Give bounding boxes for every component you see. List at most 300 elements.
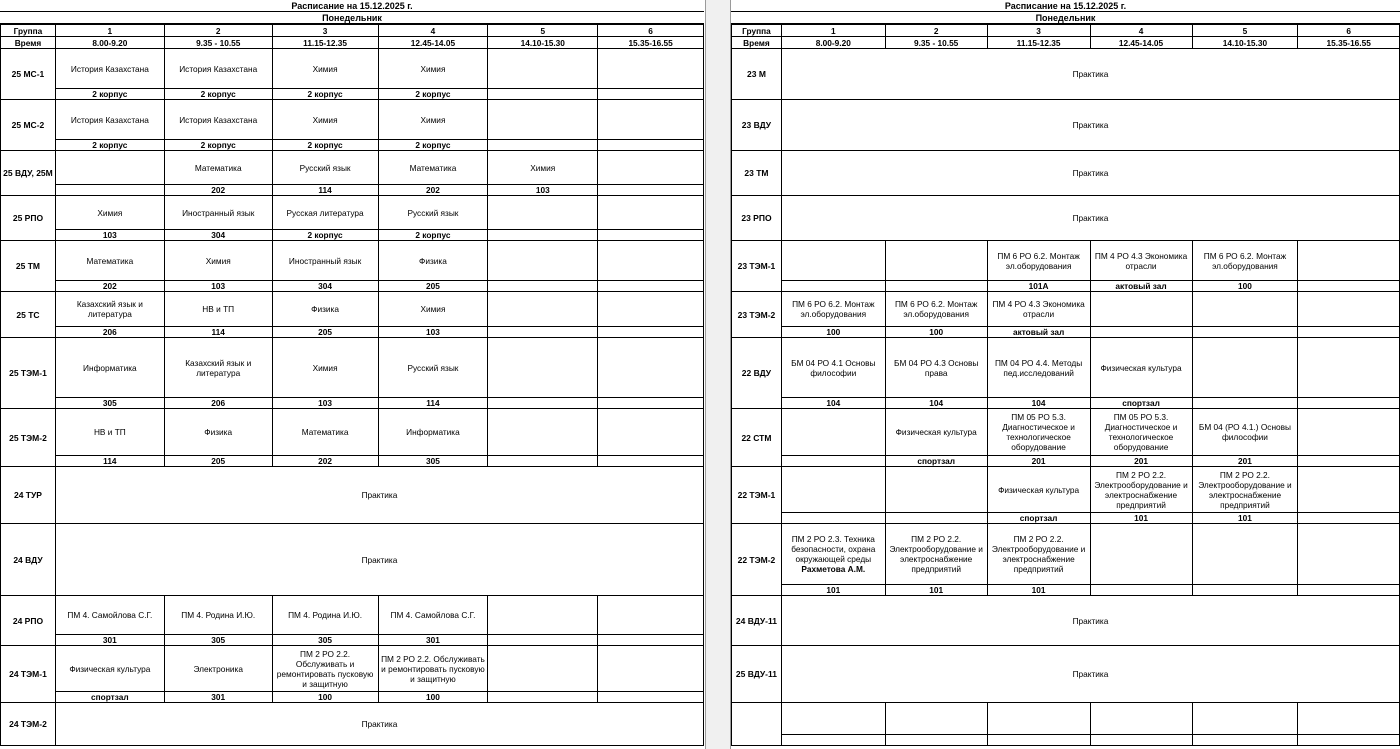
group-row	[732, 151, 1400, 185]
group-row	[1, 596, 704, 635]
room-cell: 103	[378, 327, 488, 338]
subject-text: БМ 04 (РО 4.1.) Основы философии	[1198, 422, 1292, 442]
lesson-cell	[488, 292, 598, 327]
group-row	[732, 596, 1400, 635]
group-name: 25 ВДУ-11	[732, 646, 782, 703]
subject-text: ПМ 4. Родина И.Ю.	[181, 610, 256, 620]
room-cell	[1298, 513, 1400, 524]
room-cell	[488, 140, 598, 151]
room-cell: 114	[164, 327, 272, 338]
room-cell	[1090, 585, 1192, 596]
room-cell: 201	[1090, 456, 1192, 467]
pair-time: 8.00-9.20	[55, 37, 164, 49]
subject-text: ПМ 4 РО 4.3 Экономика отрасли	[1094, 250, 1188, 271]
lesson-cell	[55, 646, 164, 692]
room-cell: 2 корпус	[55, 140, 164, 151]
room-row	[732, 735, 1400, 746]
group-row	[1, 338, 704, 398]
room-cell	[488, 398, 598, 409]
sheet-divider	[705, 0, 731, 749]
lesson-cell	[781, 524, 885, 585]
lesson-cell	[164, 196, 272, 230]
subject-text: ПМ 05 РО 5.3. Диагностическое и технологическое оборудование	[1104, 412, 1178, 452]
lesson-cell	[598, 49, 704, 89]
subject-text: Физическая культура	[69, 663, 151, 674]
room-cell: 114	[378, 398, 488, 409]
lesson-cell	[1298, 703, 1400, 735]
group-name: 23 ТЭМ-1	[732, 241, 782, 292]
room-cell: 2 корпус	[164, 89, 272, 100]
lesson-cell	[598, 196, 704, 230]
lesson-cell	[987, 703, 1090, 735]
subject-text: История Казахстана	[70, 114, 149, 125]
group-row	[1, 524, 704, 585]
room-cell	[781, 513, 885, 524]
group-name: 22 ТЭМ-1	[732, 467, 782, 524]
lesson-cell	[598, 100, 704, 140]
lesson-cell	[55, 100, 164, 140]
subject-text: История Казахстана	[179, 63, 258, 74]
group-name: 25 МС-1	[1, 49, 56, 100]
pair-time: 15.35-16.55	[1298, 37, 1400, 49]
subject-text: История Казахстана	[70, 63, 149, 74]
subject-text: ПМ 6 РО 6.2. Монтаж эл.оборудования	[1203, 250, 1287, 271]
lesson-cell	[1298, 524, 1400, 585]
group-row	[1, 49, 704, 89]
practice-cell: Практика	[781, 196, 1399, 241]
room-cell: 301	[55, 635, 164, 646]
subject-text: Физическая культура	[998, 484, 1080, 495]
lesson-cell	[885, 292, 987, 327]
lesson-cell	[1192, 467, 1298, 513]
room-row	[732, 281, 1400, 292]
subject-text: Информатика	[406, 427, 460, 437]
room-cell	[1298, 585, 1400, 596]
room-row	[1, 456, 704, 467]
lesson-cell	[885, 338, 987, 398]
teacher-name: Рахметова А.М.	[801, 564, 866, 574]
subject-text: Химия	[97, 207, 123, 218]
lesson-cell	[488, 151, 598, 185]
lesson-cell	[1090, 409, 1192, 456]
subject-text: Русский язык	[407, 207, 459, 218]
lesson-cell	[488, 646, 598, 692]
room-cell: 103	[488, 185, 598, 196]
room-row	[1, 327, 704, 338]
room-cell	[55, 185, 164, 196]
subject-text: Химия	[312, 63, 338, 74]
room-cell	[598, 140, 704, 151]
room-row	[732, 456, 1400, 467]
lesson-cell	[55, 409, 164, 456]
room-cell: 201	[987, 456, 1090, 467]
group-name: 23 М	[732, 49, 782, 100]
subject-text: ПМ 05 РО 5.3. Диагностическое и технологическое оборудование	[1002, 412, 1075, 452]
lesson-cell	[1090, 524, 1192, 585]
lesson-cell	[378, 646, 488, 692]
lesson-cell	[272, 151, 378, 185]
lesson-cell	[1090, 241, 1192, 281]
room-cell: 2 корпус	[55, 89, 164, 100]
subject-text: Математика	[194, 162, 242, 173]
lesson-cell	[1298, 467, 1400, 513]
room-cell: 2 корпус	[164, 140, 272, 151]
day-title-right: Понедельник	[731, 12, 1400, 24]
room-cell	[488, 692, 598, 703]
room-cell: спортзал	[1090, 398, 1192, 409]
pair-time: 9.35 - 10.55	[164, 37, 272, 49]
lesson-cell	[164, 646, 272, 692]
room-cell	[885, 513, 987, 524]
lesson-cell	[378, 596, 488, 635]
room-cell	[1192, 327, 1298, 338]
group-name: 25 МС-2	[1, 100, 56, 151]
subject-text: Химия	[312, 362, 338, 373]
lesson-cell	[885, 467, 987, 513]
group-row	[732, 646, 1400, 692]
room-cell	[488, 230, 598, 241]
lesson-cell	[378, 338, 488, 398]
group-row	[732, 196, 1400, 230]
room-cell: 114	[272, 185, 378, 196]
room-cell: 2 корпус	[272, 230, 378, 241]
lesson-cell	[272, 49, 378, 89]
lesson-cell	[272, 241, 378, 281]
subject-text: Физика	[204, 427, 233, 437]
lesson-cell	[885, 703, 987, 735]
subject-text: Математика	[301, 427, 349, 437]
group-name: 22 ВДУ	[732, 338, 782, 409]
pair-number: 2	[164, 25, 272, 37]
room-row	[732, 585, 1400, 596]
group-name: 25 ТС	[1, 292, 56, 338]
lesson-cell	[55, 151, 164, 185]
lesson-cell	[987, 524, 1090, 585]
room-cell: 202	[272, 456, 378, 467]
subject-text: БМ 04 РО 4.1 Основы философии	[791, 357, 876, 378]
group-name: 23 РПО	[732, 196, 782, 241]
room-cell	[1298, 398, 1400, 409]
subject-text: ПМ 2 РО 2.2. Электрооборудование и электроснабжение предприятий	[889, 534, 983, 574]
room-row	[1, 89, 704, 100]
lesson-cell	[885, 409, 987, 456]
subject-text: Физика	[419, 255, 447, 266]
subject-text: Казахский язык и литература	[76, 299, 143, 319]
header-row-pairs	[732, 25, 1400, 37]
group-row	[732, 292, 1400, 327]
room-cell: 103	[55, 230, 164, 241]
room-cell	[598, 692, 704, 703]
lesson-cell	[987, 241, 1090, 281]
lesson-cell	[378, 409, 488, 456]
schedule-table-left	[0, 24, 704, 746]
room-cell	[1298, 735, 1400, 746]
subject-text: Русский язык	[407, 362, 459, 373]
subject-text: Математика	[409, 162, 457, 173]
room-cell: 202	[378, 185, 488, 196]
subject-text: Химия	[312, 114, 338, 125]
room-cell	[987, 735, 1090, 746]
pair-number: 6	[598, 25, 704, 37]
lesson-cell	[378, 100, 488, 140]
group-row	[1, 292, 704, 327]
subject-text: История Казахстана	[179, 114, 258, 125]
lesson-cell	[164, 409, 272, 456]
group-name: 23 ТЭМ-2	[732, 292, 782, 338]
room-cell: 100	[781, 327, 885, 338]
lesson-cell	[1192, 292, 1298, 327]
lesson-cell	[488, 338, 598, 398]
subject-text: Химия	[530, 162, 556, 173]
subject-text: ПМ 2 РО 2.2. Обслуживать и ремонтировать пусковую и защитную	[381, 653, 485, 684]
group-row	[1, 196, 704, 230]
subject-text: Физическая культура	[895, 427, 977, 437]
group-row	[732, 241, 1400, 281]
room-row	[732, 513, 1400, 524]
practice-cell: Практика	[781, 151, 1399, 196]
lesson-cell	[272, 196, 378, 230]
lesson-cell	[164, 596, 272, 635]
group-name: 25 ТМ	[1, 241, 56, 292]
group-name: 22 СТМ	[732, 409, 782, 467]
room-cell: 101	[885, 585, 987, 596]
lesson-cell	[164, 151, 272, 185]
subject-text: ПМ 4. Самойлова С.Г.	[67, 610, 153, 620]
lesson-cell	[781, 338, 885, 398]
room-cell	[885, 281, 987, 292]
lesson-cell	[781, 703, 885, 735]
group-row	[732, 49, 1400, 89]
schedule-title-right: Расписание на 15.12.2025 г.	[731, 0, 1400, 12]
room-cell: 305	[378, 456, 488, 467]
practice-cell: Практика	[55, 467, 703, 524]
pair-time: 14.10-15.30	[488, 37, 598, 49]
room-cell: 201	[1192, 456, 1298, 467]
room-cell: 2 корпус	[378, 140, 488, 151]
lesson-cell	[1192, 524, 1298, 585]
header-row-times	[732, 37, 1400, 49]
lesson-cell	[488, 196, 598, 230]
subject-text: ПМ 6 РО 6.2. Монтаж эл.оборудования	[792, 299, 875, 319]
group-row	[732, 100, 1400, 140]
pair-number: 1	[55, 25, 164, 37]
room-cell: 2 корпус	[272, 140, 378, 151]
lesson-cell	[1192, 703, 1298, 735]
room-cell: 2 корпус	[378, 230, 488, 241]
lesson-cell	[55, 292, 164, 327]
pair-number: 5	[1192, 25, 1298, 37]
subject-text: Физическая культура	[1100, 362, 1182, 373]
subject-text: НВ и ТП	[93, 427, 126, 437]
room-cell: 304	[272, 281, 378, 292]
room-cell: 206	[55, 327, 164, 338]
subject-text: ПМ 4 РО 4.3 Экономика отрасли	[992, 299, 1085, 319]
room-cell	[488, 327, 598, 338]
group-row	[1, 100, 704, 140]
subject-text: Химия	[420, 114, 446, 125]
lesson-cell	[378, 241, 488, 281]
subject-text: ПМ 2 РО 2.3. Техника безопасности, охрана окружающей среды	[791, 534, 876, 564]
pair-time: 9.35 - 10.55	[885, 37, 987, 49]
room-cell: 206	[164, 398, 272, 409]
room-cell: 101	[1192, 513, 1298, 524]
room-cell	[885, 735, 987, 746]
header-row-pairs	[1, 25, 704, 37]
room-cell	[598, 230, 704, 241]
subject-text: ПМ 2 РО 2.2. Электрооборудование и электроснабжение предприятий	[1094, 469, 1188, 510]
lesson-cell	[598, 409, 704, 456]
room-cell: 202	[55, 281, 164, 292]
practice-cell: Практика	[781, 646, 1399, 703]
room-row	[1, 140, 704, 151]
room-cell: 100	[378, 692, 488, 703]
pair-number: 2	[885, 25, 987, 37]
practice-cell: Практика	[55, 703, 703, 746]
lesson-cell	[781, 409, 885, 456]
group-header: Группа	[732, 25, 782, 37]
room-cell: 202	[164, 185, 272, 196]
pair-time: 15.35-16.55	[598, 37, 704, 49]
group-name: 24 ТУР	[1, 467, 56, 524]
lesson-cell	[1192, 409, 1298, 456]
pair-number: 4	[378, 25, 488, 37]
lesson-cell	[598, 338, 704, 398]
pair-number: 1	[781, 25, 885, 37]
subject-text: БМ 04 РО 4.3 Основы права	[894, 357, 979, 378]
pair-time: 12.45-14.05	[1090, 37, 1192, 49]
subject-text: ПМ 4. Родина И.Ю.	[288, 610, 363, 620]
time-header: Время	[732, 37, 782, 49]
lesson-cell	[987, 467, 1090, 513]
lesson-cell	[885, 524, 987, 585]
room-row	[1, 692, 704, 703]
group-row	[732, 467, 1400, 513]
lesson-cell	[55, 338, 164, 398]
room-cell: 114	[55, 456, 164, 467]
room-row	[1, 185, 704, 196]
group-name: 25 ВДУ, 25М	[1, 151, 56, 196]
group-row	[1, 467, 704, 513]
room-cell	[1298, 456, 1400, 467]
lesson-cell	[272, 596, 378, 635]
lesson-cell	[1090, 338, 1192, 398]
group-name: 23 ВДУ	[732, 100, 782, 151]
lesson-cell	[488, 241, 598, 281]
pair-number: 3	[272, 25, 378, 37]
group-name: 25 ТЭМ-2	[1, 409, 56, 467]
time-header: Время	[1, 37, 56, 49]
lesson-cell	[378, 49, 488, 89]
subject-text: НВ и ТП	[202, 304, 235, 314]
subject-text: ПМ 2 РО 2.2. Обслуживать и ремонтировать пусковую и защитную	[276, 648, 374, 689]
group-name: 24 ВДУ	[1, 524, 56, 596]
room-cell	[1192, 398, 1298, 409]
room-cell	[598, 185, 704, 196]
lesson-cell	[1090, 467, 1192, 513]
room-cell: 205	[272, 327, 378, 338]
room-cell	[488, 89, 598, 100]
lesson-cell	[378, 292, 488, 327]
subject-text: ПМ 2 РО 2.2. Электрооборудование и электроснабжение предприятий	[1198, 469, 1292, 510]
room-cell	[598, 89, 704, 100]
lesson-cell	[488, 596, 598, 635]
subject-text: Химия	[420, 63, 446, 74]
room-cell: 305	[164, 635, 272, 646]
room-row	[732, 327, 1400, 338]
room-row	[1, 281, 704, 292]
lesson-cell	[272, 409, 378, 456]
room-cell: 301	[164, 692, 272, 703]
pair-time: 11.15-12.35	[987, 37, 1090, 49]
room-cell: 103	[164, 281, 272, 292]
schedule-table-right	[731, 24, 1400, 746]
group-header: Группа	[1, 25, 56, 37]
lesson-cell	[164, 338, 272, 398]
group-row	[1, 646, 704, 692]
room-cell: 301	[378, 635, 488, 646]
subject-text: Химия	[205, 255, 231, 266]
subject-text: Казахский язык и литература	[185, 357, 252, 378]
room-cell: 104	[781, 398, 885, 409]
room-row	[1, 635, 704, 646]
room-cell: 101	[987, 585, 1090, 596]
room-cell: 304	[164, 230, 272, 241]
lesson-cell	[55, 241, 164, 281]
group-row	[732, 524, 1400, 585]
group-row	[1, 409, 704, 456]
lesson-cell	[781, 292, 885, 327]
room-cell: 104	[885, 398, 987, 409]
lesson-cell	[164, 241, 272, 281]
room-cell: актовый зал	[1090, 281, 1192, 292]
pair-number: 4	[1090, 25, 1192, 37]
room-cell	[488, 456, 598, 467]
lesson-cell	[598, 292, 704, 327]
lesson-cell	[1192, 338, 1298, 398]
room-cell: 305	[55, 398, 164, 409]
lesson-cell	[598, 646, 704, 692]
room-row	[732, 398, 1400, 409]
pair-time: 11.15-12.35	[272, 37, 378, 49]
pair-number: 3	[987, 25, 1090, 37]
room-cell: 205	[378, 281, 488, 292]
room-cell	[1090, 735, 1192, 746]
room-cell	[781, 281, 885, 292]
lesson-cell	[488, 409, 598, 456]
group-row	[1, 703, 704, 735]
lesson-cell	[1298, 241, 1400, 281]
room-cell	[598, 281, 704, 292]
room-cell	[1192, 585, 1298, 596]
lesson-cell	[987, 338, 1090, 398]
practice-cell: Практика	[55, 524, 703, 596]
lesson-cell	[272, 292, 378, 327]
lesson-cell	[1090, 703, 1192, 735]
lesson-cell	[272, 100, 378, 140]
group-row	[1, 151, 704, 185]
room-cell: 101	[781, 585, 885, 596]
lesson-cell	[164, 100, 272, 140]
room-cell: 104	[987, 398, 1090, 409]
pair-number: 5	[488, 25, 598, 37]
group-name: 25 РПО	[1, 196, 56, 241]
lesson-cell	[164, 292, 272, 327]
room-cell	[1090, 327, 1192, 338]
room-row	[1, 398, 704, 409]
lesson-cell	[1192, 241, 1298, 281]
lesson-cell	[488, 100, 598, 140]
pair-time: 8.00-9.20	[781, 37, 885, 49]
